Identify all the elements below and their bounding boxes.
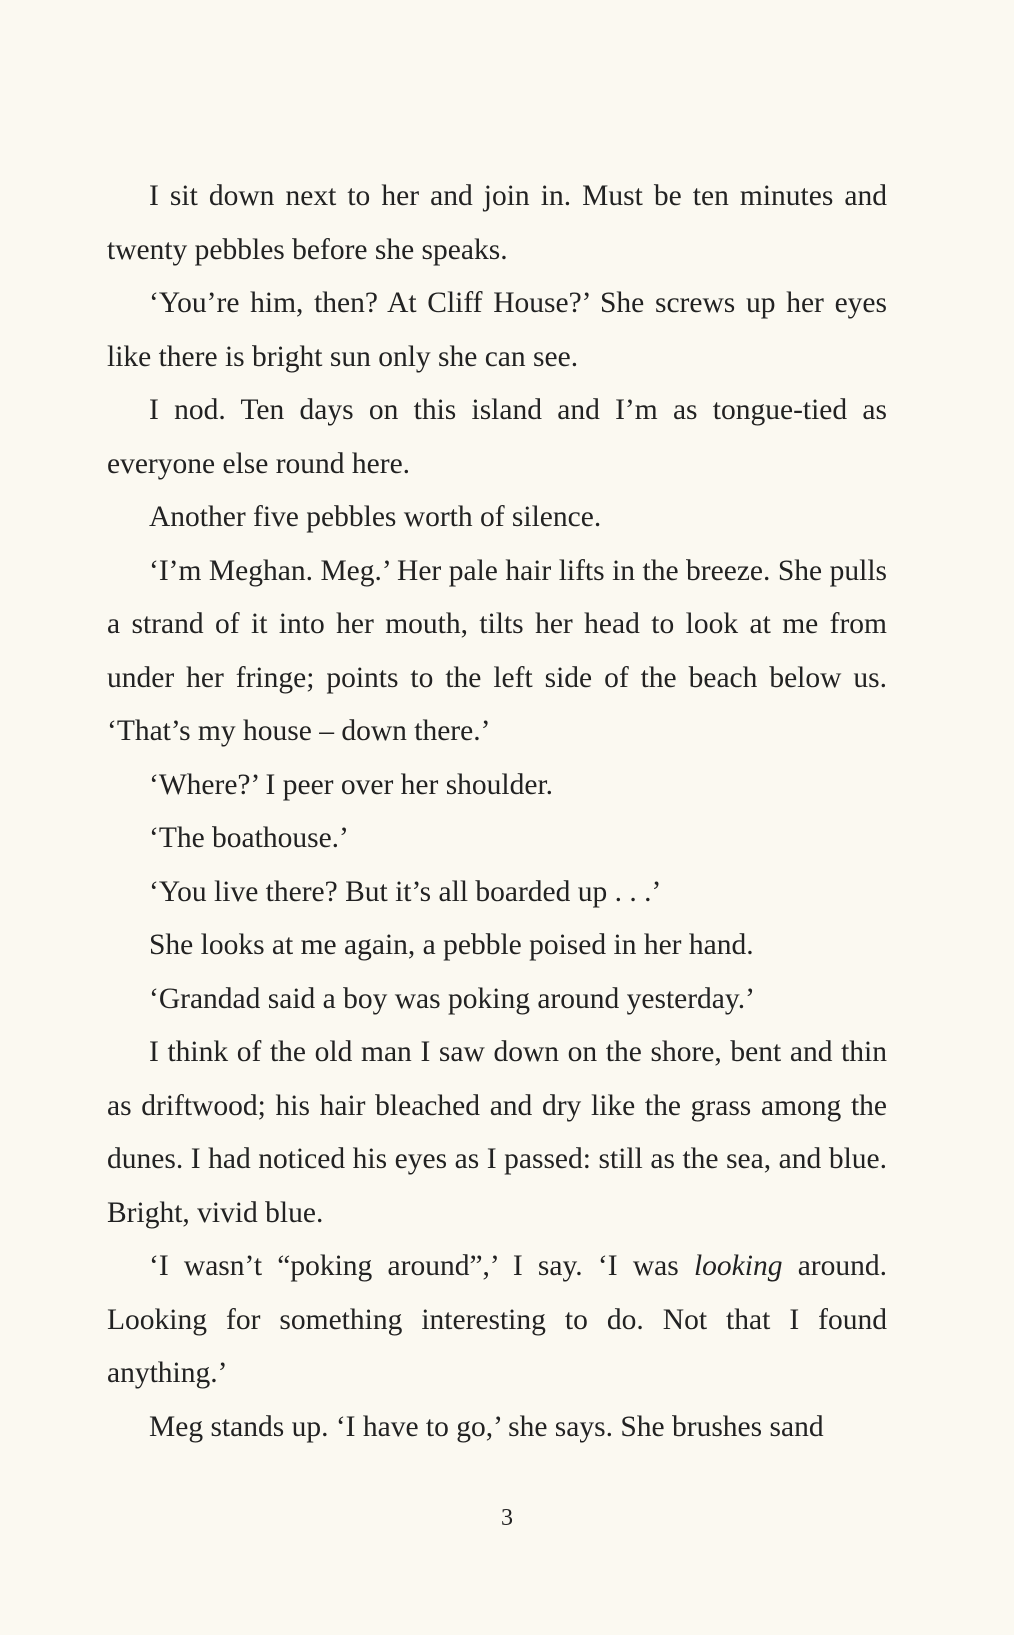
paragraph: ‘You’re him, then? At Cliff House?’ She screws up her eyes like there is bright sun only she can see. [107,287,887,373]
paragraph: ‘I’m Meghan. Meg.’ Her pale hair lifts in the breeze. She pulls a strand of it into her mouth, tilts her head to look at me from under her fringe; points to the left side of the beach below us. ‘That’s my house – down there.’ [107,554,887,747]
paragraph: I think of the old man I saw down on the shore, bent and thin as driftwood; his hair bleached and dry like the grass among the dunes. I had noticed his eyes as I passed: still as the sea, and blue. Bright, vivid blue. [107,1036,887,1229]
page-number: 3 [501,1505,513,1531]
paragraph: I sit down next to her and join in. Must be ten minutes and twenty pebbles before she speaks. [107,180,887,266]
body-text [107,170,887,1454]
paragraph: ‘Where?’ I peer over her shoulder. [149,768,554,801]
paragraph: Another five pebbles worth of silence. [149,501,602,533]
paragraph: I nod. Ten days on this island and I’m as tongue-tied as everyone else round here. [107,394,887,480]
paragraph: ‘Grandad said a boy was poking around yesterday.’ [149,982,755,1015]
paragraph: She looks at me again, a pebble poised in her hand. [149,929,754,961]
paragraph: ‘You live there? But it’s all boarded up . . .’ [149,875,662,908]
paragraph-text: ‘I wasn’t “poking around”,’ I say. ‘I was [149,1250,694,1282]
paragraph: Meg stands up. ‘I have to go,’ she says. She brushes sand [149,1410,824,1443]
paragraph-text: around. Looking for something interesting to do. Not that I found anything.’ [107,1250,887,1389]
paragraph: ‘The boathouse.’ [149,822,349,854]
paragraph [107,1240,887,1401]
emphasized-word: looking [693,1250,783,1282]
